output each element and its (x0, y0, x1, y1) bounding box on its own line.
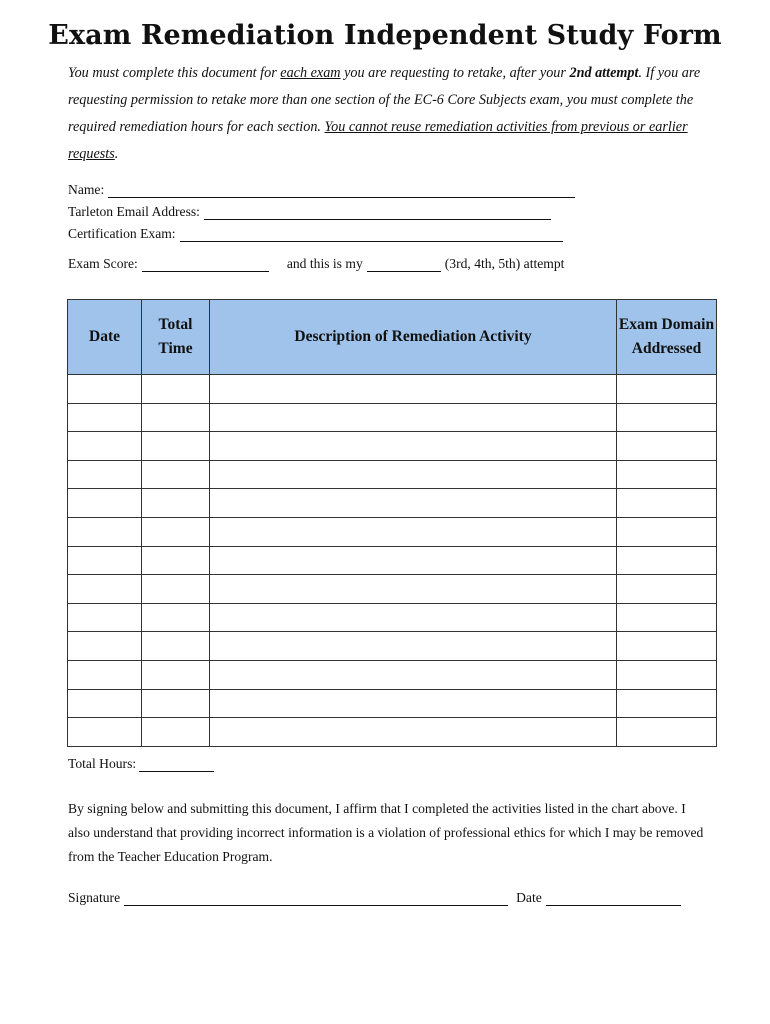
signature-row (68, 890, 681, 906)
date-cell[interactable] (68, 575, 142, 604)
exam-domain-cell[interactable] (617, 517, 717, 546)
total-time-cell[interactable] (142, 689, 210, 718)
description-cell[interactable] (210, 575, 617, 604)
table-header-row (68, 300, 717, 375)
date-cell[interactable] (68, 632, 142, 661)
description-cell[interactable] (210, 689, 617, 718)
exam-domain-cell[interactable] (617, 489, 717, 518)
intro-text-1: You must complete this document for (68, 65, 281, 81)
exam-domain-cell[interactable] (617, 689, 717, 718)
description-cell[interactable] (210, 460, 617, 489)
table-row (68, 689, 717, 718)
page-title: Exam Remediation Independent Study Form (48, 20, 722, 51)
total-time-cell[interactable] (142, 575, 210, 604)
date-cell[interactable] (68, 432, 142, 461)
email-row (68, 198, 608, 220)
exam-score-label: Exam Score: (68, 256, 138, 271)
table-row (68, 603, 717, 632)
total-time-cell[interactable] (142, 718, 210, 747)
header-date: Date (68, 300, 142, 375)
header-total-time: Total Time (142, 300, 210, 375)
exam-domain-cell[interactable] (617, 375, 717, 404)
table-row (68, 517, 717, 546)
table-row (68, 460, 717, 489)
description-cell[interactable] (210, 403, 617, 432)
description-cell[interactable] (210, 489, 617, 518)
description-cell[interactable] (210, 432, 617, 461)
date-cell[interactable] (68, 517, 142, 546)
intro-each-exam: each exam (280, 65, 341, 81)
score-row (68, 256, 564, 272)
total-hours-row (68, 756, 214, 772)
table-row (68, 375, 717, 404)
total-hours-field[interactable] (139, 756, 214, 772)
total-time-cell[interactable] (142, 546, 210, 575)
table-row (68, 489, 717, 518)
table-row (68, 546, 717, 575)
total-hours-label: Total Hours: (68, 756, 137, 771)
date-label: Date (516, 890, 542, 905)
name-field[interactable] (108, 182, 575, 198)
date-cell[interactable] (68, 489, 142, 518)
description-cell[interactable] (210, 603, 617, 632)
description-cell[interactable] (210, 375, 617, 404)
table-row (68, 403, 717, 432)
exam-domain-cell[interactable] (617, 403, 717, 432)
signature-field[interactable] (124, 890, 508, 906)
date-cell[interactable] (68, 603, 142, 632)
total-time-cell[interactable] (142, 403, 210, 432)
table-row (68, 718, 717, 747)
exam-row (68, 220, 608, 242)
date-cell[interactable] (68, 375, 142, 404)
exam-domain-cell[interactable] (617, 575, 717, 604)
total-time-cell[interactable] (142, 603, 210, 632)
date-cell[interactable] (68, 546, 142, 575)
total-time-cell[interactable] (142, 375, 210, 404)
header-exam-domain: Exam Domain Addressed (617, 300, 717, 375)
intro-2nd-attempt: 2nd attempt (569, 65, 639, 81)
description-cell[interactable] (210, 632, 617, 661)
date-cell[interactable] (68, 660, 142, 689)
exam-domain-cell[interactable] (617, 603, 717, 632)
date-cell[interactable] (68, 460, 142, 489)
exam-domain-cell[interactable] (617, 460, 717, 489)
attempt-number-field[interactable] (367, 256, 441, 272)
intro-text-5: . (114, 146, 119, 162)
description-cell[interactable] (210, 718, 617, 747)
total-time-cell[interactable] (142, 432, 210, 461)
email-label: Tarleton Email Address: (68, 204, 200, 219)
table-body (68, 375, 717, 747)
exam-domain-cell[interactable] (617, 432, 717, 461)
attempt-label: and this is my (286, 256, 363, 271)
exam-domain-cell[interactable] (617, 546, 717, 575)
exam-domain-cell[interactable] (617, 718, 717, 747)
description-cell[interactable] (210, 546, 617, 575)
table-row (68, 575, 717, 604)
total-time-cell[interactable] (142, 517, 210, 546)
exam-domain-cell[interactable] (617, 632, 717, 661)
exam-label: Certification Exam: (68, 226, 176, 241)
date-field[interactable] (546, 890, 681, 906)
date-cell[interactable] (68, 403, 142, 432)
total-time-cell[interactable] (142, 660, 210, 689)
intro-paragraph (68, 60, 728, 168)
signature-label: Signature (68, 890, 121, 905)
table-row (68, 432, 717, 461)
intro-reuse-warning: You cannot reuse remediation activities from previous or earlier requests (68, 119, 688, 162)
total-time-cell[interactable] (142, 632, 210, 661)
description-cell[interactable] (210, 660, 617, 689)
remediation-table (67, 299, 717, 747)
name-label: Name: (68, 182, 105, 197)
intro-text-3: . If you are requesting permission to retake more than one section of the EC-6 Core Subjects exam, you must complete the required remediation hours for each section. (68, 65, 701, 135)
attempt-suffix: (3rd, 4th, 5th) attempt (444, 256, 565, 271)
table-row (68, 632, 717, 661)
email-field[interactable] (204, 204, 551, 220)
student-fields (68, 176, 608, 242)
total-time-cell[interactable] (142, 489, 210, 518)
header-description: Description of Remediation Activity (210, 300, 617, 375)
intro-text-2: you are requesting to retake, after your (340, 65, 570, 81)
date-cell[interactable] (68, 718, 142, 747)
table-row (68, 660, 717, 689)
total-time-cell[interactable] (142, 460, 210, 489)
name-row (68, 176, 608, 198)
exam-domain-cell[interactable] (617, 660, 717, 689)
exam-score-field[interactable] (142, 256, 269, 272)
certification-exam-field[interactable] (180, 226, 563, 242)
date-cell[interactable] (68, 689, 142, 718)
description-cell[interactable] (210, 517, 617, 546)
affirmation-text: By signing below and submitting this document, I affirm that I completed the activities listed in the chart above. I also understand that providing incorrect information is a violation of professional ethics for which I may be removed from the Teacher Education Program. (68, 801, 704, 864)
